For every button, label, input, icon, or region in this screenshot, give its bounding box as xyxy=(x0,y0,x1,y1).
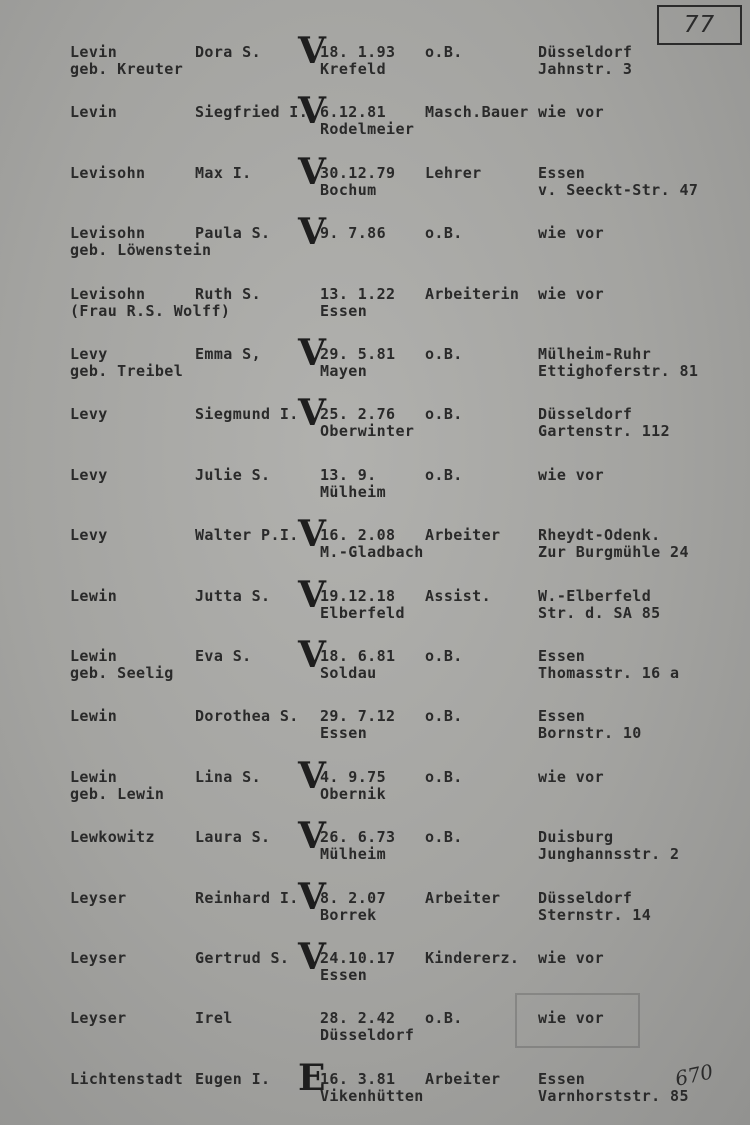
entry-city: Düsseldorf xyxy=(538,43,633,61)
entry-given-name: Siegmund I. xyxy=(195,405,299,424)
entry-occupation: o.B. xyxy=(425,405,463,424)
entry-occupation: o.B. xyxy=(425,43,463,61)
entry-surname-note: (Frau R.S. Wolff) xyxy=(70,301,231,320)
entry-city: wie vor xyxy=(538,224,605,243)
table-row xyxy=(0,513,750,567)
entry-birth-date: 9. 7.86 xyxy=(320,224,387,243)
entry-street: Varnhorststr. 85 xyxy=(538,1086,689,1105)
entry-city: W.-Elberfeld xyxy=(538,586,652,605)
entry-occupation: Arbeiterin xyxy=(425,284,520,303)
entry-given-name: Eugen I. xyxy=(195,1069,271,1088)
entry-birth-date: 28. 2.42 xyxy=(320,1009,396,1028)
entry-birth-date: 8. 2.07 xyxy=(320,888,387,907)
entry-city: Essen xyxy=(538,1069,586,1088)
entry-birth-place: Essen xyxy=(320,966,368,984)
entry-given-name: Dora S. xyxy=(195,43,262,61)
table-row xyxy=(0,754,750,809)
check-mark: V xyxy=(298,754,326,797)
entry-birth-place: Mayen xyxy=(320,362,368,380)
entry-occupation: o.B. xyxy=(425,1009,463,1028)
entry-surname-note: geb. Seelig xyxy=(70,664,174,682)
entry-city: Duisburg xyxy=(538,828,614,847)
entry-occupation: Arbeiter xyxy=(425,1069,501,1088)
entry-birth-date: 4. 9.75 xyxy=(320,767,387,786)
entry-birth-place: Oberwinter xyxy=(320,422,415,441)
entry-given-name: Ruth S. xyxy=(195,284,262,303)
entry-surname: Levy xyxy=(70,345,108,363)
entry-surname: Lewin xyxy=(70,586,118,605)
entry-city: wie vor xyxy=(538,284,605,303)
entry-birth-place: Krefeld xyxy=(320,60,387,78)
entry-city: wie vor xyxy=(538,103,605,122)
entry-given-name: Dorothea S. xyxy=(195,707,299,726)
entry-surname: Leyser xyxy=(70,888,127,907)
entry-surname: Levisohn xyxy=(70,284,146,303)
entry-birth-place: M.-Gladbach xyxy=(320,543,424,562)
entry-birth-date: 26. 6.73 xyxy=(320,828,396,847)
entry-given-name: Gertrud S. xyxy=(195,949,290,967)
entry-city: Essen xyxy=(538,163,586,182)
entry-surname-note: geb. Kreuter xyxy=(70,60,184,78)
entry-occupation: o.B. xyxy=(425,828,463,847)
entry-birth-place: Düsseldorf xyxy=(320,1026,415,1045)
table-row xyxy=(0,573,750,628)
table-row xyxy=(0,1010,750,1050)
entry-street: Thomasstr. 16 a xyxy=(538,664,680,682)
entry-street: Bornstr. 10 xyxy=(538,724,642,743)
entry-city: Essen xyxy=(538,647,586,665)
entry-street: Zur Burgmühle 24 xyxy=(538,543,689,562)
entry-birth-date: 25. 2.76 xyxy=(320,405,396,424)
entry-birth-place: Rodelmeier xyxy=(320,120,415,139)
entry-city: wie vor xyxy=(538,1009,605,1028)
entry-birth-date: 6.12.81 xyxy=(320,103,387,122)
entry-occupation: Lehrer xyxy=(425,163,482,182)
entry-birth-date: 30.12.79 xyxy=(320,163,396,182)
entry-given-name: Siegfried I. xyxy=(195,103,309,122)
entry-birth-date: 29. 5.81 xyxy=(320,345,396,363)
entry-city: Düsseldorf xyxy=(538,405,633,424)
entry-given-name: Irel xyxy=(195,1009,233,1028)
entry-street: Gartenstr. 112 xyxy=(538,422,671,441)
entry-given-name: Emma S, xyxy=(195,345,262,363)
entry-surname-note: geb. Treibel xyxy=(70,362,184,380)
entry-birth-date: 24.10.17 xyxy=(320,949,396,967)
table-row xyxy=(0,936,750,990)
entry-city: wie vor xyxy=(538,465,605,484)
check-mark: E xyxy=(298,1056,326,1099)
entry-surname: Levin xyxy=(70,43,118,61)
entry-surname: Lewin xyxy=(70,767,118,786)
table-row xyxy=(0,90,750,144)
table-row xyxy=(0,332,750,386)
entry-given-name: Lina S. xyxy=(195,767,262,786)
entry-birth-date: 13. 1.22 xyxy=(320,284,396,303)
entry-surname: Lewin xyxy=(70,707,118,726)
entry-street: Jahnstr. 3 xyxy=(538,60,633,78)
entry-birth-place: Mülheim xyxy=(320,482,387,501)
table-row xyxy=(0,286,750,326)
table-row xyxy=(0,467,750,507)
table-row xyxy=(0,1056,750,1111)
entry-given-name: Julie S. xyxy=(195,465,271,484)
entry-given-name: Max I. xyxy=(195,163,252,182)
entry-surname: Lewin xyxy=(70,647,118,665)
entry-birth-date: 19.12.18 xyxy=(320,586,396,605)
entry-occupation: Arbeiter xyxy=(425,526,501,545)
check-mark: V xyxy=(298,150,326,193)
entry-street: Sternstr. 14 xyxy=(538,905,652,924)
entry-birth-date: 18. 1.93 xyxy=(320,43,396,61)
entry-surname: Levisohn xyxy=(70,163,146,182)
entry-birth-place: Borrek xyxy=(320,905,377,924)
entry-surname: Levy xyxy=(70,405,108,424)
entry-surname: Lewkowitz xyxy=(70,828,155,847)
entry-city: Essen xyxy=(538,707,586,726)
table-row xyxy=(0,150,750,205)
entry-birth-date: 16. 2.08 xyxy=(320,526,396,545)
entry-birth-date: 13. 9. xyxy=(320,465,377,484)
entry-surname: Levy xyxy=(70,526,108,545)
entry-birth-place: Elberfeld xyxy=(320,603,405,622)
entry-street: Junghannsstr. 2 xyxy=(538,845,680,864)
check-mark: V xyxy=(298,875,326,918)
entry-birth-date: 18. 6.81 xyxy=(320,647,396,665)
check-mark: V xyxy=(298,30,326,72)
entry-birth-place: Soldau xyxy=(320,664,377,682)
check-mark: V xyxy=(298,573,326,616)
entry-street: Ettighoferstr. 81 xyxy=(538,362,699,380)
handwritten-note: 670 xyxy=(672,1059,716,1091)
entry-surname: Levy xyxy=(70,465,108,484)
entry-birth-place: Essen xyxy=(320,724,368,743)
check-mark: V xyxy=(298,513,326,556)
entry-surname-note: geb. Löwenstein xyxy=(70,241,212,260)
entry-surname: Leyser xyxy=(70,1009,127,1028)
entry-given-name: Walter P.I. xyxy=(195,526,299,545)
entry-surname: Leyser xyxy=(70,949,127,967)
table-row xyxy=(0,708,750,748)
check-mark: V xyxy=(298,332,326,374)
check-mark: V xyxy=(298,211,326,254)
check-mark: V xyxy=(298,936,326,978)
entry-given-name: Laura S. xyxy=(195,828,271,847)
entry-occupation: Assist. xyxy=(425,586,492,605)
entry-birth-date: 16. 3.81 xyxy=(320,1069,396,1088)
table-row xyxy=(0,815,750,869)
entry-occupation: o.B. xyxy=(425,647,463,665)
table-row xyxy=(0,634,750,688)
entry-city: wie vor xyxy=(538,949,605,967)
entry-city: wie vor xyxy=(538,767,605,786)
entry-birth-place: Mülheim xyxy=(320,845,387,864)
entry-occupation: Kindererz. xyxy=(425,949,520,967)
check-mark: V xyxy=(298,815,326,858)
entry-given-name: Paula S. xyxy=(195,224,271,243)
table-row xyxy=(0,392,750,446)
entry-birth-place: Vikenhütten xyxy=(320,1086,424,1105)
entry-occupation: o.B. xyxy=(425,345,463,363)
table-row xyxy=(0,875,750,930)
entry-given-name: Eva S. xyxy=(195,647,252,665)
entry-street: v. Seeckt-Str. 47 xyxy=(538,180,699,199)
check-mark: V xyxy=(298,90,326,133)
entry-occupation: o.B. xyxy=(425,707,463,726)
entry-city: Mülheim-Ruhr xyxy=(538,345,652,363)
entry-birth-place: Bochum xyxy=(320,180,377,199)
entry-occupation: Arbeiter xyxy=(425,888,501,907)
entry-city: Düsseldorf xyxy=(538,888,633,907)
entry-occupation: o.B. xyxy=(425,224,463,243)
entry-given-name: Jutta S. xyxy=(195,586,271,605)
entry-street: Str. d. SA 85 xyxy=(538,603,661,622)
entry-city: Rheydt-Odenk. xyxy=(538,526,661,545)
entry-surname: Levin xyxy=(70,103,118,122)
entry-surname-note: geb. Lewin xyxy=(70,784,165,803)
entry-surname: Lichtenstadt xyxy=(70,1069,184,1088)
entry-birth-place: Essen xyxy=(320,301,368,320)
entry-occupation: o.B. xyxy=(425,767,463,786)
entry-birth-place: Obernik xyxy=(320,784,387,803)
check-mark: V xyxy=(298,634,326,676)
entry-birth-date: 29. 7.12 xyxy=(320,707,396,726)
page-number-box: 77 xyxy=(657,5,742,45)
entry-given-name: Reinhard I. xyxy=(195,888,299,907)
entry-occupation: o.B. xyxy=(425,465,463,484)
entry-surname: Levisohn xyxy=(70,224,146,243)
table-row xyxy=(0,211,750,265)
entry-occupation: Masch.Bauer xyxy=(425,103,529,122)
table-row xyxy=(0,30,750,84)
check-mark: V xyxy=(298,392,326,435)
